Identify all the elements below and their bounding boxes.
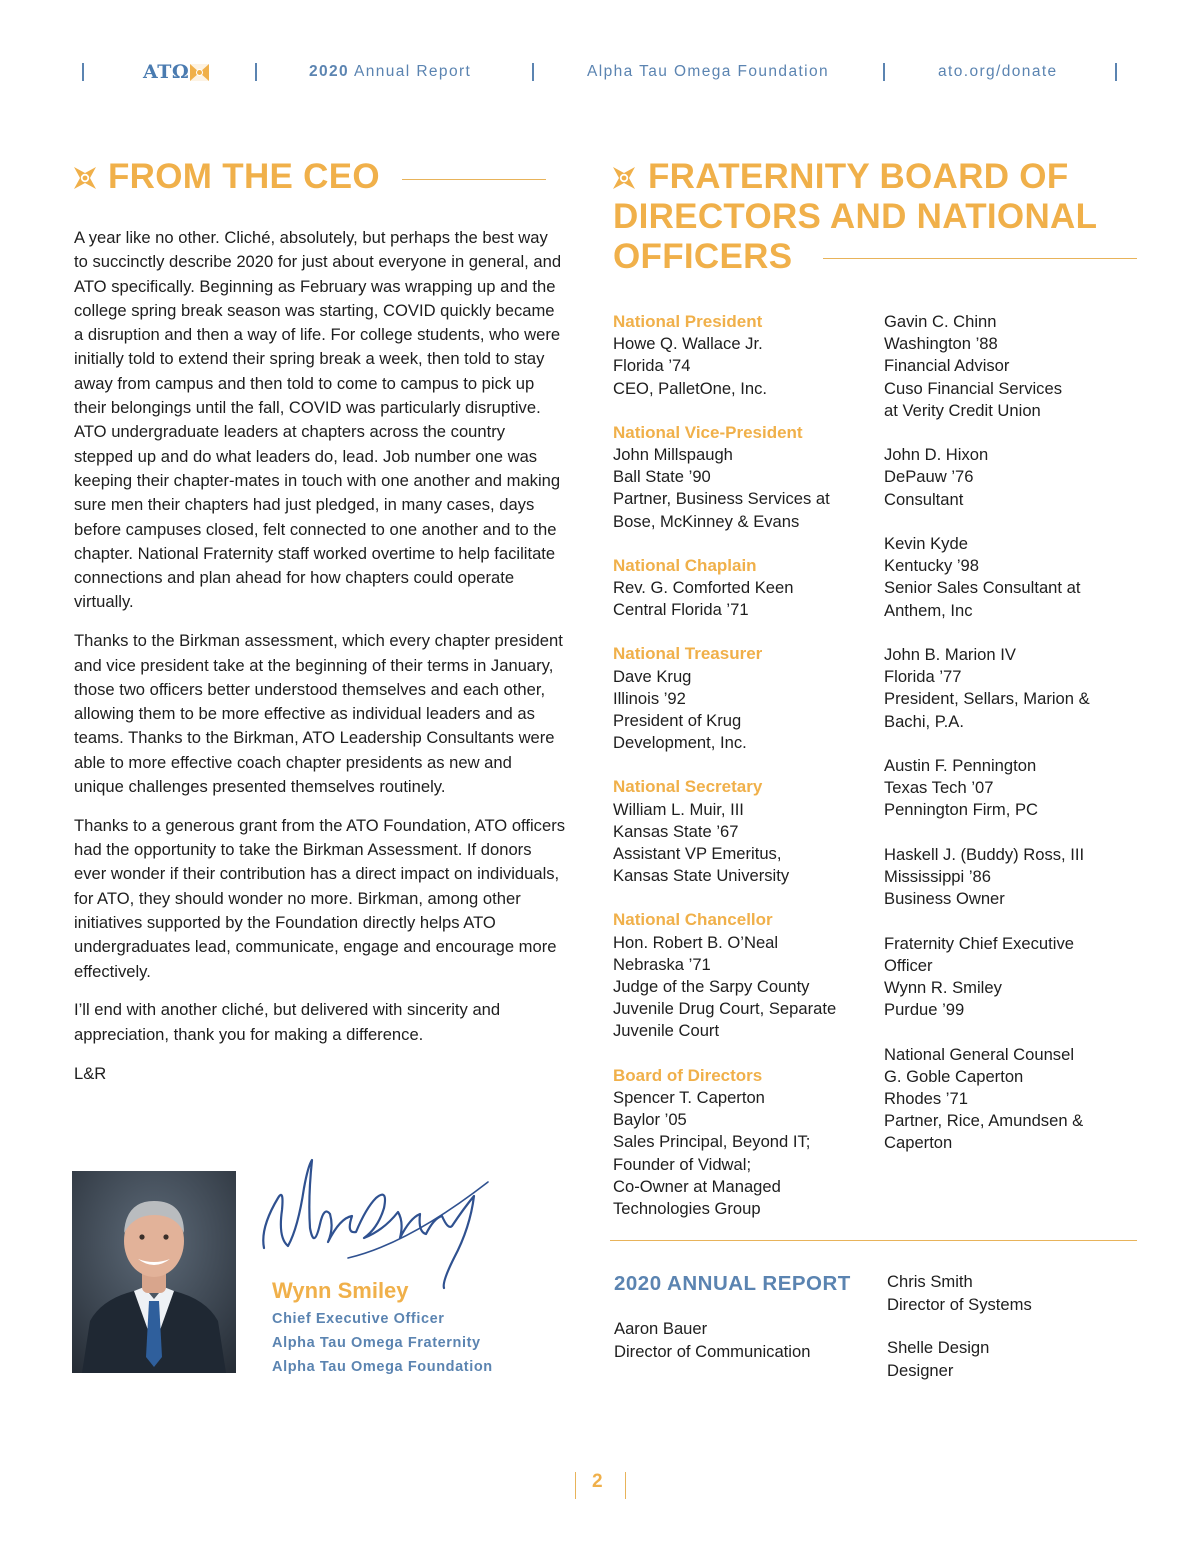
title-rule [402,179,546,180]
member-name: John D. Hixon [884,445,989,465]
officer-entry [613,909,875,1042]
officer-role: National Secretary [613,777,763,797]
header-divider [1115,63,1117,81]
member-detail: National General Counsel [884,1044,1075,1064]
member-detail: Pennington Firm, PC [884,800,1039,820]
credit-role: Designer [887,1360,954,1380]
officer-detail: Kansas State University [613,866,790,886]
member-detail: Florida ’77 [884,667,962,687]
member-detail: Business Owner [884,889,1005,909]
officer-name: John Millspaugh [613,445,733,465]
annual-report-title: 2020 ANNUAL REPORT [614,1272,851,1295]
officer-name: Dave Krug [613,666,692,686]
member-detail: Officer [884,955,933,975]
board-member-entry [884,844,1144,911]
officer-detail: Assistant VP Emeritus, [613,844,782,864]
title-rule [823,258,1137,259]
officer-detail: Florida ’74 [613,356,691,376]
officer-entry [613,311,875,400]
header-divider [883,63,885,81]
board-member-entry [884,644,1144,733]
credit-role: Director of Communication [614,1341,811,1361]
page-number-divider [575,1472,576,1499]
ceo-paragraph: Thanks to the Birkman assessment, which every chapter president and vice president take at the beginning of their terms in January, those two officers better understood themselves and each other, allowing them to be more effective as individual leaders and as teams. Thanks to the Birkman, ATO Leadership Consultants were able to more effective coach chapter presidents as new and unique challenges presented themselves routinely. [74,631,563,797]
member-detail: Anthem, Inc [884,600,973,620]
board-members-list [884,311,1144,1177]
officer-role: National Treasurer [613,644,763,664]
officer-detail: Co-Owner at Managed [613,1176,781,1196]
member-detail: Texas Tech ’07 [884,778,994,798]
officer-detail: Sales Principal, Beyond IT; [613,1132,811,1152]
officer-name: Howe Q. Wallace Jr. [613,334,763,354]
header-report-label: 2020 Annual Report [309,63,472,80]
maltese-cross-icon [613,167,635,189]
ceo-closing: L&R [74,1063,107,1083]
signature-title: Chief Executive Officer [272,1311,445,1327]
officer-name: Spencer T. Caperton [613,1087,765,1107]
member-name: Austin F. Pennington [884,756,1037,775]
board-member-entry [884,755,1144,822]
member-detail: at Verity Credit Union [884,400,1041,420]
officer-detail: Ball State ’90 [613,467,711,487]
member-detail: Consultant [884,489,964,509]
officer-role: Board of Directors [613,1065,763,1085]
credit-name: Chris Smith [887,1272,973,1291]
ceo-paragraph: A year like no other. Cliché, absolutely, but perhaps the best way to succinctly describe 2020 for just about everyone in general, and ATO specifically. Beginning as February was wrapping up and the college spring break season was starting, COVID quickly became a disruption and then a way of life. For college students, who were initially told to extend their spring break a week, then told to stay away from campus and then told to come to campus to pick up their belongings until the fall, COVID was particularly disruptive. ATO undergraduate leaders at chapters across the country stepped up and do what leaders do, lead. Job number one was keeping their chapter-mates in touch with one another and making sure men their chapters had just pledged, in many cases, days before campuses closed, felt connected to one another and to the chapter. National Fraternity staff worked overtime to help facilitate connections and plan ahead for how chapters could operate virtually. [74,228,562,612]
header-foundation: Alpha Tau Omega Foundation [587,63,830,80]
member-detail: Washington ’88 [884,334,998,354]
member-detail: Fraternity Chief Executive [884,933,1074,953]
officer-role: National President [613,312,763,331]
officer-detail: Juvenile Drug Court, Separate [613,999,837,1019]
officer-entry [613,555,875,622]
credit-entry [887,1271,1032,1316]
officer-detail: Technologies Group [613,1198,761,1218]
officer-detail: Judge of the Sarpy County [613,977,810,997]
ato-logo[interactable]: ATΩ [143,61,190,83]
officer-entry [613,643,875,754]
member-detail: President, Sellars, Marion & [884,689,1090,709]
board-title-line: FRATERNITY BOARD OF [648,157,1069,196]
member-detail: DePauw ’76 [884,467,974,487]
board-member-entry [884,533,1144,622]
credit-name: Shelle Design [887,1338,990,1357]
section-divider [610,1240,1137,1241]
officers-list [613,311,875,1242]
credit-role: Director of Systems [887,1294,1032,1314]
officer-entry [613,422,875,533]
signature-org: Alpha Tau Omega Foundation [272,1359,493,1375]
page-number: 2 [592,1471,603,1492]
member-detail: Caperton [884,1133,953,1153]
board-member-entry [884,1044,1144,1155]
member-detail: Senior Sales Consultant at [884,578,1081,598]
officer-role: National Vice-President [613,422,803,442]
ceo-letter [74,226,566,1100]
officer-detail: Kansas State ’67 [613,821,739,841]
officer-entry [613,776,875,887]
member-name: Gavin C. Chinn [884,312,997,331]
member-detail: Cuso Financial Services [884,378,1062,398]
officer-detail: CEO, PalletOne, Inc. [613,378,768,398]
officer-entry [613,1065,875,1220]
officer-detail: Illinois ’92 [613,688,686,708]
signature-drawing [258,1158,508,1293]
member-name: Wynn R. Smiley [884,978,1002,997]
officer-detail: Bose, McKinney & Evans [613,511,800,531]
member-name: G. Goble Caperton [884,1066,1024,1086]
credit-entry [614,1318,810,1363]
officer-detail: Baylor ’05 [613,1110,687,1130]
member-detail: Kentucky ’98 [884,556,980,576]
officer-detail: Development, Inc. [613,733,747,753]
credit-name: Aaron Bauer [614,1319,708,1338]
maltese-cross-icon [74,167,96,189]
officer-detail: President of Krug [613,711,742,731]
officer-name: Rev. G. Comforted Keen [613,578,794,598]
page-number-divider [625,1472,626,1499]
officer-detail: Founder of Vidwal; [613,1154,752,1174]
officer-name: William L. Muir, III [613,799,744,819]
ceo-section-title: FROM THE CEO [108,157,380,196]
member-detail: Purdue ’99 [884,1000,965,1020]
board-member-entry [884,933,1144,1022]
officer-detail: Central Florida ’71 [613,600,749,620]
officer-detail: Juvenile Court [613,1021,720,1041]
member-name: Kevin Kyde [884,534,968,553]
member-name: John B. Marion IV [884,645,1016,664]
member-name: Haskell J. (Buddy) Ross, III [884,844,1085,864]
donate-link[interactable]: ato.org/donate [938,63,1058,80]
board-member-entry [884,444,1144,511]
officer-role: National Chancellor [613,910,773,930]
officer-role: National Chaplain [613,555,757,575]
board-title-line: DIRECTORS AND NATIONAL [613,197,1098,236]
member-detail: Rhodes ’71 [884,1089,968,1108]
signature-name: Wynn Smiley [272,1278,409,1303]
officer-detail: Partner, Business Services at [613,489,830,509]
header-divider [82,63,84,81]
header-divider [532,63,534,81]
ceo-paragraph: Thanks to a generous grant from the ATO Foundation, ATO officers had the opportunity to take the Birkman Assessment. If donors ever wonder if their contribution has a direct impact on individuals, for ATO, they should wonder no more. Birkman, among other initiatives supported by the Foundation directly helps ATO undergraduates lead, communicate, engage and encourage more effectively. [74,815,566,981]
signature-org: Alpha Tau Omega Fraternity [272,1335,481,1351]
ceo-paragraph: I’ll end with another cliché, but delivered with sincerity and appreciation, thank you for making a difference. [74,1000,501,1044]
officer-detail: Nebraska ’71 [613,954,711,974]
ceo-portrait [72,1171,236,1373]
header-divider [255,63,257,81]
credit-entry [887,1337,989,1382]
board-title-line: OFFICERS [613,237,793,276]
member-detail: Partner, Rice, Amundsen & [884,1111,1084,1131]
board-member-entry [884,311,1144,422]
maltese-cross-icon [190,64,209,81]
officer-name: Hon. Robert B. O’Neal [613,932,779,952]
member-detail: Mississippi ’86 [884,867,991,886]
member-detail: Financial Advisor [884,356,1010,376]
member-detail: Bachi, P.A. [884,711,964,731]
